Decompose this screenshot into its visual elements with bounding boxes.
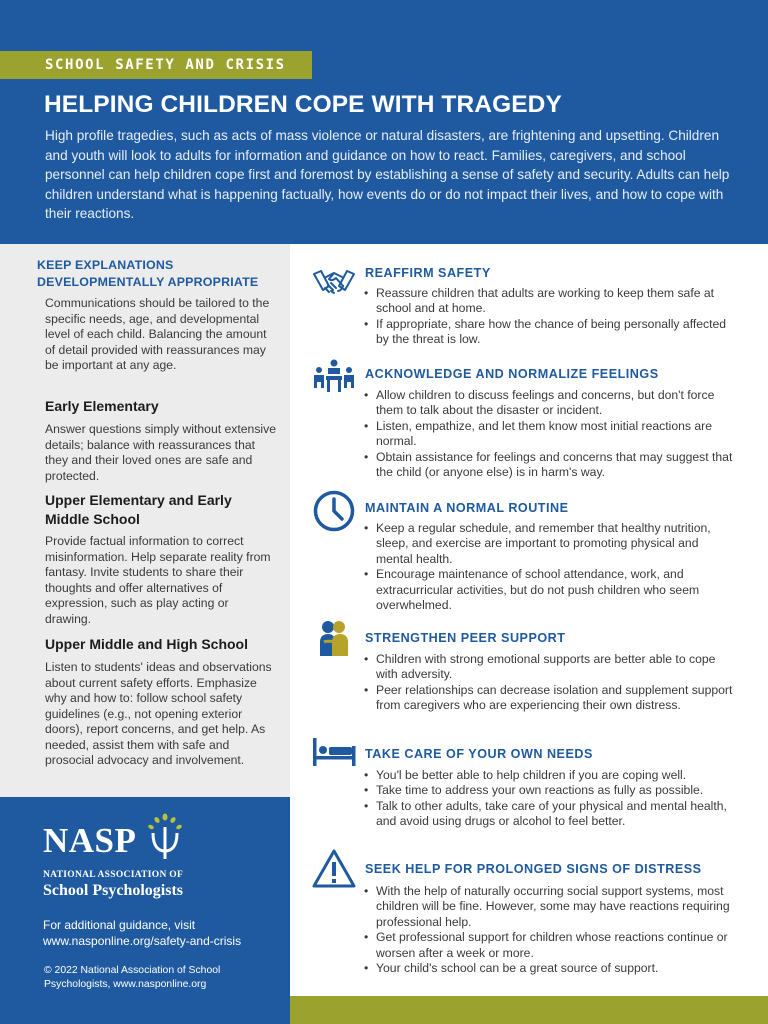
developmental-intro: Communications should be tailored to the specific needs, age, and developmental level of each child. Balancing the amount of detail provided with reassurances may be important at any age. xyxy=(45,296,270,372)
list-item: • Get professional support for children whose reactions continue or worsen after a week or more. xyxy=(364,930,736,961)
psi-logo-icon xyxy=(143,813,187,861)
logo-subtitle-line1: NATIONAL ASSOCIATION OF xyxy=(43,870,184,880)
list-item: • Peer relationships can decrease isolation and supplement support from caregivers who are experiencing their own distress. xyxy=(364,683,736,714)
clock-icon xyxy=(312,489,356,533)
reaffirm-safety-title: REAFFIRM SAFETY xyxy=(365,266,491,280)
group-discussion-icon xyxy=(312,358,356,402)
list-item: • Reassure children that adults are working to keep them safe at school and at home. xyxy=(364,286,736,317)
seek-help-title: SEEK HELP FOR PROLONGED SIGNS OF DISTRESS xyxy=(365,862,702,876)
own-needs-title: TAKE CARE OF YOUR OWN NEEDS xyxy=(365,747,593,761)
high-school-body: Listen to students' ideas and observations about current safety efforts. Emphasize why and how to: follow school safety guidelines (e.g., not opening exterior doors), report concerns, and get help. As needed, assist them with safe and prosocial advocacy and involvement. xyxy=(45,660,272,767)
list-item: • Your child's school can be a great source of support. xyxy=(364,961,736,976)
normalize-feelings-list xyxy=(364,388,736,480)
header-banner xyxy=(0,0,768,244)
category-tag: SCHOOL SAFETY AND CRISIS xyxy=(0,51,312,79)
footer-panel xyxy=(0,797,290,1024)
warning-icon xyxy=(312,848,356,892)
list-item: • Take time to address your own reactions as fully as possible. xyxy=(364,783,736,798)
list-item: • Allow children to discuss feelings and concerns, but don't force them to talk about the disaster or incident. xyxy=(364,388,736,419)
peer-support-title: STRENGTHEN PEER SUPPORT xyxy=(365,631,566,645)
upper-elementary-body: Provide factual information to correct misinformation. Help separate reality from fantasy. Invite students to share their thoughts and offer alternatives of expression, such as play acting or drawing. xyxy=(45,534,271,626)
normal-routine-title: MAINTAIN A NORMAL ROUTINE xyxy=(365,501,569,515)
bottom-accent-bar xyxy=(290,996,768,1024)
list-item: • If appropriate, share how the chance of being personally affected by the threat is low. xyxy=(364,317,736,348)
developmental-heading: KEEP EXPLANATIONS DEVELOPMENTALLY APPROPRIATE xyxy=(37,258,259,289)
copyright-text: © 2022 National Association of School Psychologists, www.nasponline.org xyxy=(44,965,221,990)
early-elementary-body: Answer questions simply without extensive details; balance with reassurances that they and their loved ones are safe and protected. xyxy=(45,422,276,483)
list-item: • Obtain assistance for feelings and concerns that may suggest that the child (or anyone else) is in harm's way. xyxy=(364,450,736,481)
list-item: • Listen, empathize, and let them know most initial reactions are normal. xyxy=(364,419,736,450)
list-item: • Children with strong emotional supports are better able to cope with adversity. xyxy=(364,652,736,683)
list-item: • Talk to other adults, take care of your physical and mental health, and avoid using drugs or alcohol to feel better. xyxy=(364,799,736,830)
early-elementary-title: Early Elementary xyxy=(45,398,159,414)
developmental-panel xyxy=(0,244,290,797)
peer-support-list xyxy=(364,652,736,714)
bed-icon xyxy=(312,736,356,780)
list-item: • You'l be better able to help children if you are coping well. xyxy=(364,768,736,783)
high-school-title: Upper Middle and High School xyxy=(45,636,248,652)
intro-paragraph: High profile tragedies, such as acts of mass violence or natural disasters, are frightening and upsetting. Children and youth will look to adults for information and guidance on how to react. Families, caregivers, and school personnel can help children cope first and foremost by establishing a sense of safety and security. Adults can help children understand what is happening factually, how events do or do not impact their lives, and how to cope with their reactions. xyxy=(45,128,730,222)
upper-elementary-title: Upper Elementary and Early Middle School xyxy=(45,492,232,527)
handshake-icon xyxy=(312,262,356,306)
hug-icon xyxy=(312,618,356,662)
guidance-link-text[interactable]: For additional guidance, visit www.nasponline.org/safety-and-crisis xyxy=(43,918,242,948)
list-item: • Encourage maintenance of school attendance, work, and extracurricular activities, but do not push children who seem overwhelmed. xyxy=(364,567,736,613)
logo-subtitle-line2: School Psychologists xyxy=(43,882,184,899)
list-item: • With the help of naturally occurring social support systems, most children will be fine. However, some may have reactions requiring professional help. xyxy=(364,884,736,930)
normalize-feelings-title: ACKNOWLEDGE AND NORMALIZE FEELINGS xyxy=(365,367,659,381)
nasp-logo: NASP xyxy=(43,821,137,860)
own-needs-list xyxy=(364,768,736,830)
list-item: • Keep a regular schedule, and remember that healthy nutrition, sleep, and exercise are important to promoting physical and mental health. xyxy=(364,521,736,567)
seek-help-list xyxy=(364,884,736,976)
normal-routine-list xyxy=(364,521,736,613)
page-title: HELPING CHILDREN COPE WITH TRAGEDY xyxy=(44,91,562,118)
reaffirm-safety-list xyxy=(364,286,736,348)
